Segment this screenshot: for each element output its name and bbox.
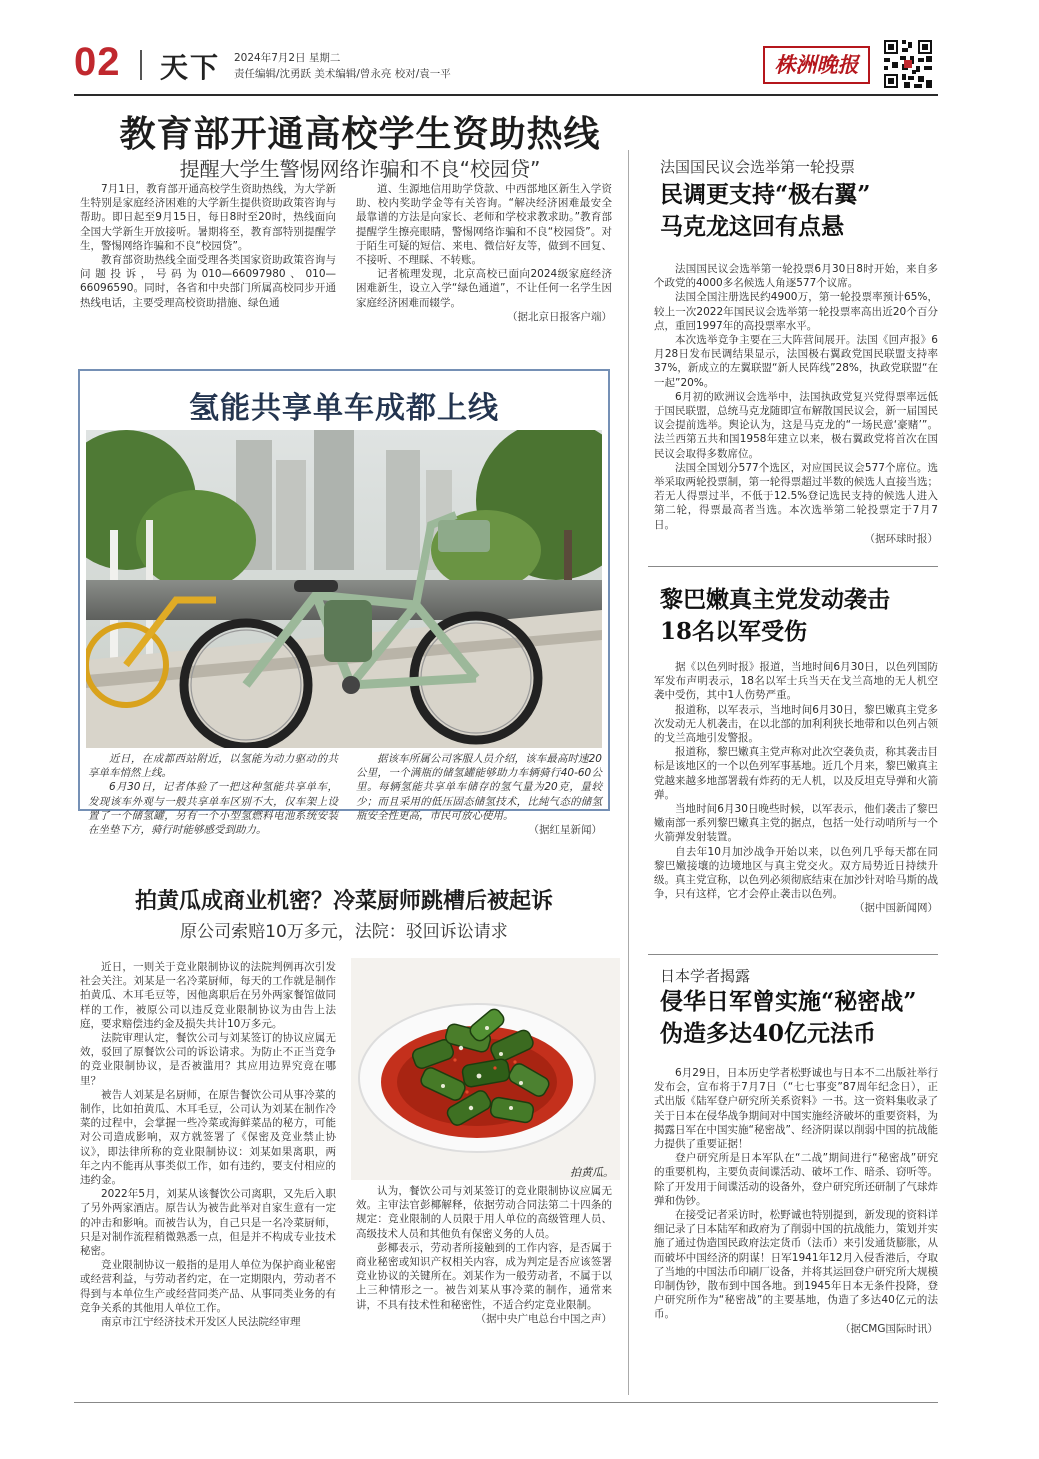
france-headline-line2: 马克龙这回有点悬: [660, 213, 844, 240]
paragraph: 报道称，以军表示，当地时间6月30日，黎巴嫩真主党多次发动无人机袭击，在以北部的加利利狭长地带和以色列占领的戈兰高地引发警报。: [654, 703, 938, 745]
newspaper-logo: 株洲晚报: [763, 46, 870, 84]
cucumber-article-col1: [80, 960, 336, 1329]
paragraph: 彭椰表示，劳动者所接触到的工作内容，是否属于商业秘密或知识产权相关内容，成为判定是否应该签署竞业协议的关键所在。刘某作为一般劳动者，不属于以上三种情形之一。被告刘某从事冷菜的制作，通常来讲，不具有技术性和秘密性，不适合约定竞业限制。: [356, 1241, 612, 1311]
france-article: [654, 262, 938, 546]
section-divider: [648, 566, 938, 567]
main-headline: 教育部开通高校学生资助热线: [119, 114, 601, 155]
paragraph: 法院审理认定，餐饮公司与刘某签订的协议应属无效，驳回了原餐饮公司的诉讼请求。为防止不正当竞争的竞业限制协议，是否被滥用？其应用边界究竟在哪里？: [80, 1032, 336, 1087]
header-divider: [140, 50, 142, 80]
date-line: 2024年7月2日 星期二: [234, 52, 341, 64]
source-credit: （据红星新闻）: [528, 824, 602, 837]
paragraph: 6月29日，日本历史学者松野诚也与日本不二出版社举行发布会，宣布将于7月7日（“七七事变”87周年纪念日），正式出版《陆军登户研究所关系资料》一书。这一资料集收录了关于日本在侵华战争期间对中国实施经济破坏的重要资料，为揭露日军在中国实施“秘密战”、经济阴谋以削弱中国的抗战能力提供了重要证据！: [654, 1067, 938, 1151]
main-article-col2: [356, 182, 612, 324]
paragraph: 被告人刘某是名厨师，在原告餐饮公司从事冷菜的制作，比如拍黄瓜、木耳毛豆，公司认为刘某在制作冷菜的过程中，会掌握一些冷菜或海鲜菜品的秘方，可能对公司造成影响，双方就签署了《保密及竞业禁止协议》，即法律所称的竞业限制协议：刘某如果离职，两年之内不能再从事类似工作，如有违约，要支付相应的违约金。: [80, 1088, 336, 1187]
lebanon-headline-line1: 黎巴嫩真主党发动袭击: [660, 586, 890, 613]
section-divider: [648, 954, 938, 955]
qr-code-icon: [882, 38, 934, 90]
paragraph: 据该车所属公司客服人员介绍，该车最高时速20公里，一个满瓶的储氢罐能够助力车辆骑行40-60公里。每辆氢能共享单车储存的氢气量为20克，量较少；而且采用的低压固态储氢技术，比純气态的储氢瓶安全性更高，市民可放心使用。: [356, 753, 602, 822]
paragraph: 当地时间6月30日晚些时候，以军表示，他们袭击了黎巴嫩南部一系列黎巴嫩真主党的据点，包括一处行动哨所与一个火箭弹发射装置。: [654, 803, 938, 844]
paragraph: 道、生源地信用助学贷款、中西部地区新生入学资助、校内奖助学金等有关咨询。“解决经济困难最安全最靠谱的方法是向家长、老师和学校求教求助。”教育部提醒学生擦亮眼睛，警惕网络诈骗和不良“校园贷”。对于陌生可疑的短信、来电、微信好友等，做到不回复、不接听、不理睬、不转账。: [356, 183, 612, 267]
cucumber-subheadline: 原公司索赔10万多元，法院：驳回诉讼请求: [180, 922, 508, 942]
footer-rule: [74, 1402, 938, 1403]
lebanon-headline-line2: 18名以军受伤: [660, 618, 808, 645]
paragraph: 认为，餐饮公司与刘某签订的竞业限制协议应属无效。主审法官彭椰解释，依据劳动合同法第二十四条的规定：竞业限制的人员限于用人单位的高级管理人员、高级技术人员和其他负有保密义务的人员。: [356, 1185, 612, 1240]
paragraph: 教育部资助热线全面受理各类国家资助政策咨询与问题投诉，号码为010—66097980、010—66096590。同时，各省和中央部门所属高校同步开通热线电话，主要受理高校资助措施、绿色通: [80, 254, 336, 309]
header-rule: [74, 94, 938, 96]
source-credit: （据北京日报客户端）: [507, 310, 612, 323]
cucumber-article-col2: [356, 1184, 612, 1326]
paragraph: 报道称，黎巴嫩真主党声称对此次空袭负责，称其袭击目标是该地区的一个以色列军事基地。近几个月来，黎巴嫩真主党越来越多地部署载有炸药的无人机，以及反坦克导弹和火箭弹。: [654, 746, 938, 801]
photo-story-text-col1: [88, 752, 338, 837]
cucumber-headline: 拍黄瓜成商业机密？冷菜厨师跳槽后被起诉: [134, 888, 553, 914]
source-credit: （据中国新闻网）: [854, 902, 938, 915]
smashed-cucumber-photo: [351, 958, 620, 1180]
france-headline-line1: 民调更支持“极右翼”: [660, 181, 871, 208]
photo-story-title: 氢能共享单车成都上线: [189, 391, 499, 426]
paragraph: 据《以色列时报》报道，当地时间6月30日，以色列国防军发布声明表示，18名以军士兵当天在戈兰高地的无人机空袭中受伤，其中1人伤势严重。: [654, 661, 938, 702]
japan-article: [654, 1066, 938, 1336]
paragraph: 本次选举竞争主要在三大阵营间展开。法国《回声报》6月28日发布民调结果显示，法国极右翼政党国民联盟支持率37%，新成立的左翼联盟“新人民阵线”28%，执政党联盟“在一起”20%。: [654, 334, 938, 389]
source-credit: （据CMG国际时讯）: [839, 1322, 938, 1335]
header-info: [234, 50, 451, 82]
france-kicker: 法国国民议会选举第一轮投票: [660, 158, 856, 176]
paragraph: 竞业限制协议一般指的是用人单位为保护商业秘密或经营利益，与劳动者约定，在一定期限内，劳动者不得到与本单位生产或经营同类产品、从事同类业务的有竞争关系的其他用人单位工作。: [80, 1259, 336, 1314]
paragraph: 登户研究所是日本军队在“二战”期间进行“秘密战”研究的重要机构，主要负责间谍活动、破坏工作、暗杀、窃听等。除了开发用于间谍活动的设备外，登户研究所还研制了气球炸弹和伪钞。: [654, 1152, 938, 1207]
paragraph: 法国全国注册选民约4900万，第一轮投票率预计65%，较上一次2022年国民议会选举第一轮投票率高出近20个百分点，重回1997年的高投票率水平。: [654, 291, 938, 332]
paragraph: 2022年5月，刘某从该餐饮公司离职，又先后入职了另外两家酒店。原告认为被告此举对自家生意有一定的冲击和影响。而被告认为，自己只是一名冷菜厨师，只是对制作流程稍微熟悉一点，但是并不构成专业技术秘密。: [80, 1188, 336, 1258]
column-divider: [628, 150, 629, 1395]
lebanon-article: [654, 660, 938, 916]
japan-headline-line1: 侵华日军曾实施“秘密战”: [660, 988, 917, 1015]
paragraph: 自去年10月加沙战争开始以来，以色列几乎每天都在同黎巴嫩接壤的边境地区与真主党交火。双方局势近日持续升级。真主党宣称，以色列必须彻底结束在加沙针对哈马斯的战争，只有这样，它才会停止袭击以色列。: [654, 845, 938, 901]
paragraph: 近日，一则关于竞业限制协议的法院判例再次引发社会关注。刘某是一名冷菜厨师，每天的工作就是制作拍黄瓜、木耳毛豆等，因他离职后在另外两家餐馆做同样的工作，被原公司以违反竞业限制协议为由告上法庭，要求赔偿违约金及损失共计10万多元。: [80, 961, 336, 1030]
paragraph: 6月30日，记者体验了一把这种氢能共享单车，发现该车外观与一般共享单车区别不大，仅车架上设置了一个储氢罐，另有一个小型氢燃料电池系统安装在坐垫下方，骑行时能够感受到助力。: [88, 781, 338, 837]
paragraph: 法国国民议会选举第一轮投票6月30日8时开始，来自多个政党的4000多名候选人角逐577个议席。: [654, 263, 938, 290]
main-subheadline: 提醒大学生警惕网络诈骗和不良“校园贷”: [179, 157, 541, 181]
photo-caption: 拍黄瓜。: [570, 1166, 614, 1179]
section-name: 天下: [160, 51, 221, 84]
editor-line: 责任编辑/沈勇跃 美术编辑/曾永亮 校对/袁一平: [234, 68, 451, 80]
paragraph: 6月初的欧洲议会选举中，法国执政党复兴党得票率远低于国民联盟，总统马克龙随即宣布解散国民议会，新一届国民议会提前选举。舆论认为，这是马克龙的“一场民意‘豪赌’”。法兰西第五共和国1958年建立以来，极右翼政党将首次在国民议会取得多数席位。: [654, 390, 938, 460]
paragraph: 南京市江宁经济技术开发区人民法院经审理: [101, 1316, 301, 1329]
paragraph: 7月1日，教育部开通高校学生资助热线，为大学新生特别是家庭经济困难的大学新生提供资助政策咨询与帮助。即日起至9月15日，每日8时至20时，热线面向全国大学新生开放接听。暑期将至，教育部特别提醒学生，警惕网络诈骗和不良“校园贷”。: [80, 183, 336, 252]
source-credit: （据中央广电总台中国之声）: [475, 1312, 612, 1325]
paragraph: 在接受记者采访时，松野诚也特别提到，新发现的资料详细记录了日本陆军和政府为了削弱中国的抗战能力，策划并实施了通过伪造国民政府法定货币（法币）来引发通货膨胀，从而破坏中国经济的阴谋！日军1941年12月入侵香港后，夺取了当地的中国法币印刷厂设备，并将其运回登户研究所大规模印制伪钞，散布到中国各地。到1945年日本无条件投降，登户研究所作为“秘密战”的主要基地，伪造了多达40亿元的法币。: [654, 1209, 938, 1321]
hydrogen-bike-photo: [86, 430, 602, 748]
source-credit: （据环球时报）: [864, 532, 938, 545]
japan-headline-line2: 伪造多达40亿元法币: [660, 1020, 877, 1047]
paragraph: 近日，在成都西站附近，以氢能为动力驱动的共享单车悄然上线。: [88, 753, 338, 780]
paragraph: 记者梳理发现，北京高校已面向2024级家庭经济困难新生，设立入学“绿色通道”，不让任何一名学生因家庭经济困难而辍学。: [356, 268, 612, 309]
photo-story-text-col2: [356, 752, 602, 837]
japan-kicker: 日本学者揭露: [660, 967, 751, 985]
paragraph: 法国全国划分577个选区，对应国民议会577个席位。选举采取两轮投票制，第一轮得票超过半数的候选人直接当选；若无人得票过半，不低于12.5%登记选民支持的候选人进入第二轮，得票最高者当选。本次选举第二轮投票定于7月7日。: [654, 461, 938, 531]
page-number: 02: [74, 40, 121, 84]
main-article-col1: [80, 182, 336, 310]
